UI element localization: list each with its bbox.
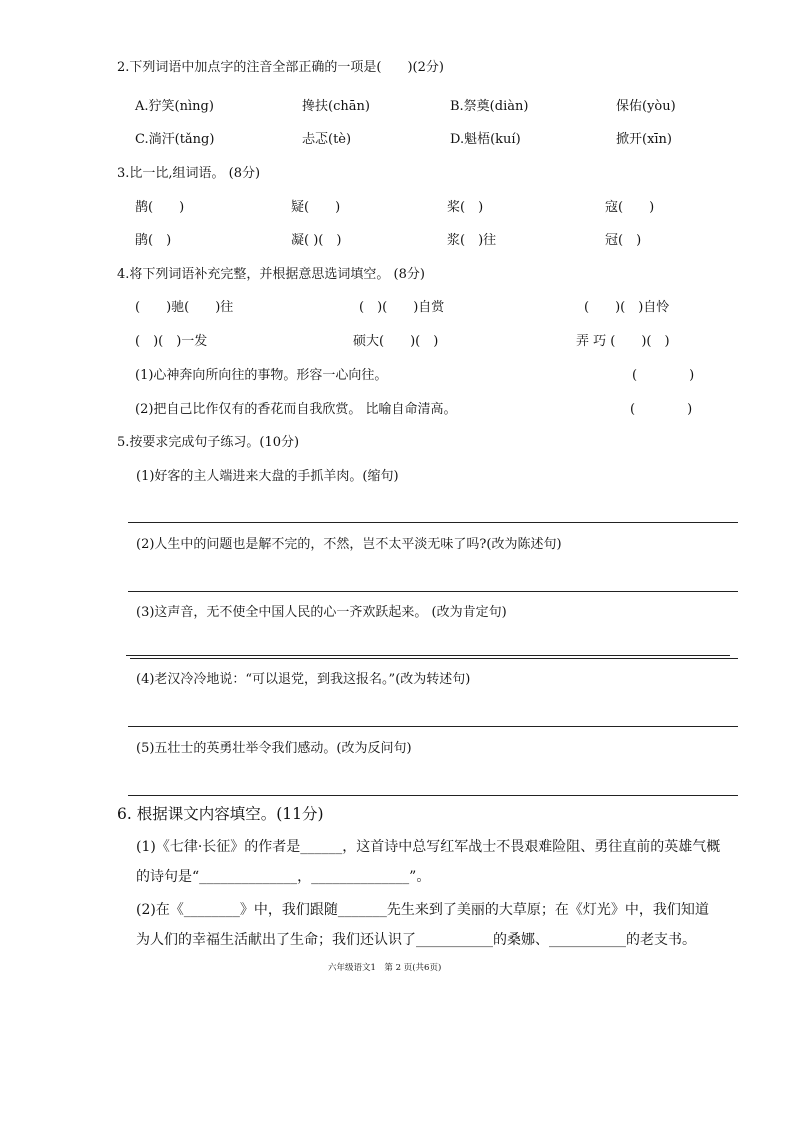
q4-idiom: ( )( )自赏 bbox=[359, 300, 445, 315]
q2-option-d: D.魁梧(kuí) bbox=[450, 132, 521, 147]
q5-stem: 5.按要求完成句子练习。(10分) bbox=[117, 435, 300, 450]
q2-option-a: A.狞笑(nìng) bbox=[135, 99, 214, 114]
q6-line: (2)在《________》中，我们跟随_______先生来到了美丽的大草原；在《灯光》中，我们知道 bbox=[136, 902, 709, 918]
q4-idiom: 弄 巧 ( )( ) bbox=[576, 334, 670, 349]
q2-option-b-2: 保佑(yòu) bbox=[616, 99, 676, 114]
q6-line: 的诗句是“______________，______________”。 bbox=[136, 869, 431, 885]
q4-idiom: ( )驰( )往 bbox=[135, 300, 234, 315]
q3-word: 鹃( ) bbox=[135, 233, 172, 248]
q3-word: 疑( ) bbox=[291, 200, 341, 215]
q6-stem: 6. 根据课文内容填空。(11分) bbox=[117, 805, 324, 823]
q4-idiom: ( )( )一发 bbox=[135, 334, 208, 349]
q3-word: 冠( ) bbox=[605, 233, 642, 248]
q5-item: (5)五壮士的英勇壮举令我们感动。(改为反问句) bbox=[136, 741, 412, 756]
q3-word: 桨( ) bbox=[447, 200, 484, 215]
answer-line bbox=[128, 795, 738, 796]
q4-stem: 4.将下列词语补充完整，并根据意思选词填空。 (8分) bbox=[117, 267, 425, 282]
q5-item: (1)好客的主人端进来大盘的手抓羊肉。(缩句) bbox=[136, 469, 399, 484]
answer-line bbox=[128, 591, 738, 592]
q4-sub2-blank: ( ) bbox=[630, 402, 693, 417]
q6-line: (1)《七律·长征》的作者是______，这首诗中总写红军战士不畏艰难险阻、勇往直前的英雄气概 bbox=[136, 839, 721, 855]
q3-word: 鹊( ) bbox=[135, 200, 185, 215]
q5-item: (2)人生中的问题也是解不完的，不然，岂不太平淡无味了吗?(改为陈述句) bbox=[136, 537, 562, 552]
q3-word: 寇( ) bbox=[605, 200, 655, 215]
answer-line bbox=[130, 658, 738, 659]
q4-sub1-blank: ( ) bbox=[632, 368, 695, 383]
answer-line bbox=[126, 655, 730, 656]
q2-option-c-2: 忐忑(tè) bbox=[302, 132, 352, 147]
q5-item: (4)老汉冷冷地说：“可以退党，到我这报名。”(改为转述句) bbox=[136, 672, 471, 687]
answer-line bbox=[128, 726, 738, 727]
q3-word: 凝( )( ) bbox=[291, 233, 342, 248]
page-footer: 六年级语文1 第 2 页(共6页) bbox=[328, 963, 442, 973]
q4-sub1: (1)心神奔向所向往的事物。形容一心向往。 bbox=[135, 368, 388, 383]
q2-option-b: B.祭奠(diàn) bbox=[450, 99, 529, 114]
answer-line bbox=[128, 522, 738, 523]
q4-idiom: 硕大( )( ) bbox=[353, 334, 439, 349]
q2-stem: 2.下列词语中加点字的注音全部正确的一项是( )(2分) bbox=[117, 60, 444, 75]
q2-option-d-2: 掀开(xīn) bbox=[616, 132, 673, 147]
q2-option-c: C.淌汗(tǎng) bbox=[135, 132, 215, 147]
q5-item: (3)这声音，无不使全中国人民的心一齐欢跃起来。 (改为肯定句) bbox=[136, 605, 507, 620]
q4-sub2: (2)把自己比作仅有的香花而自我欣赏。 比喻自命清高。 bbox=[135, 402, 457, 417]
q3-stem: 3.比一比,组词语。 (8分) bbox=[117, 166, 261, 181]
q3-word: 浆( )往 bbox=[447, 233, 497, 248]
q2-option-a-2: 搀扶(chān) bbox=[302, 99, 370, 114]
q4-idiom: ( )( )自怜 bbox=[584, 300, 670, 315]
q6-line: 为人们的幸福生活献出了生命；我们还认识了___________的桑娜、___________的老支书。 bbox=[136, 932, 696, 948]
